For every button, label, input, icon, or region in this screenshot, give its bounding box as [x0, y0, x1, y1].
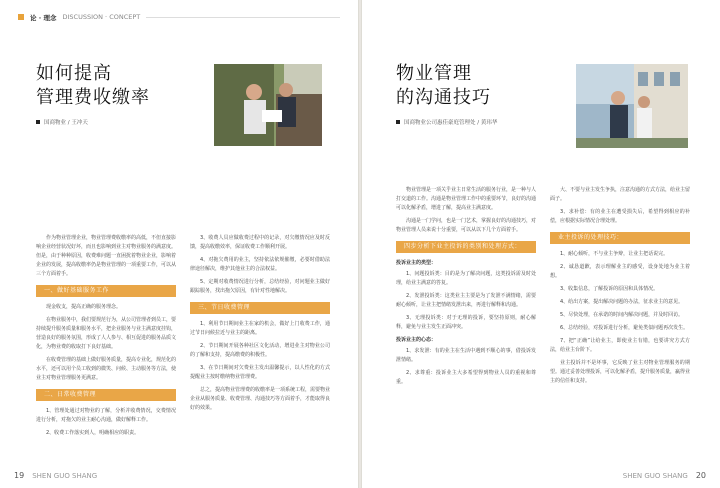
article-title: [396, 62, 491, 110]
byline-text: 国商物业公司惠佳豪庭管理处 / 黄玮华: [404, 120, 498, 126]
byline-marker-icon: [36, 120, 40, 124]
right-column-1: [396, 186, 536, 391]
paragraph: 6、总结经验，对投诉进行分析，避免类似问题再次发生。: [560, 325, 689, 331]
left-column-1: [36, 234, 176, 442]
section-heading: 一、做好基础服务工作: [36, 285, 176, 297]
page-header: [18, 10, 340, 24]
byline-text: 国商物业 / 王冲天: [44, 120, 88, 126]
section-heading: 三、节日收费管理: [190, 302, 330, 314]
paragraph: 3、收费人员应做收费过程中的记录，对欠缴情况应及时反馈，提高收缴效率，保证收费工作顺利开展。: [190, 235, 330, 250]
paragraph: 3、收集信息，了解投诉的原因和具体情况。: [560, 286, 659, 292]
title-line-1: 如何提高: [36, 63, 112, 84]
paragraph: 3、无理投诉类：对于无理的投诉，要坚持原则，耐心解释，避免与业主发生正面冲突。: [396, 315, 536, 330]
title-line-2: 管理费收缴率: [36, 87, 150, 108]
paragraph: 1、利用节日期间业主在家的机会，做好上门收费工作，通过节日问候拉近与业主的距离。: [190, 321, 330, 336]
byline: [396, 118, 497, 126]
right-page: [362, 0, 720, 488]
paragraph: 3、求补偿：有的业主在遭受损失后，希望得到相应的补偿，应根据实际情况合理处理。: [550, 209, 690, 224]
paragraph: 3、在节日期间对欠费业主发出温馨提示，以人性化的方式提醒业主按时缴纳物业管理费。: [190, 365, 330, 380]
paragraph: 1、管理处通过对物业的了解，分析并收费情况，交费情况进行分析，对拖欠的业主耐心沟通，做好解释工作。: [36, 408, 176, 423]
page-number: 19: [14, 471, 25, 480]
page-number: 20: [695, 471, 706, 480]
paragraph: 1、问题投诉类：目的是为了解决问题，这类投诉需及时处理，给业主满意的答复。: [396, 271, 536, 286]
byline: [36, 118, 88, 126]
paragraph: 7、把“正确”让给业主，即使业主有错，也要讲究方式方法，给业主台阶下。: [550, 338, 690, 353]
paragraph: 1、耐心倾听，不与业主争辩，让业主把话说完。: [560, 251, 669, 257]
paragraph: 在物业服务中，我们要规范行为，从公司管理者到员工，要持续提升服务质量和服务水平，把企业服务与业主满意度挂钩，营造良好的服务氛围，形成了人人参与、相互促进的服务品质文化，为物业费的收取打下良好基础。: [36, 317, 177, 350]
paragraph: 物业管理是一项关乎业主日常生活的服务行业，是一种与人打交道的工作。沟通是物业管理工作中的重要环节，良好的沟通可以化解矛盾，增进了解，提高业主满意度。: [396, 187, 537, 211]
article-photo-right: [576, 64, 688, 148]
title-line-2: 的沟通技巧: [396, 87, 491, 108]
byline-marker-icon: [396, 120, 400, 124]
subheading: 投诉业主的类型：: [396, 260, 437, 266]
paragraph: 业主投诉并不是坏事，它反映了业主对物业管理服务的期望。通过妥善处理投诉，可以化解矛盾，提升服务质量，赢得业主的信任和支持。: [550, 360, 691, 384]
right-column-2: [550, 186, 690, 390]
left-page: [0, 0, 358, 488]
paragraph: 现金收支，提高正确的服务理念。: [46, 304, 122, 310]
header-rule: [146, 17, 340, 18]
subheading: 投诉业主的心态：: [396, 337, 437, 343]
paragraph: 2、发泄投诉类：这类业主主要是为了发泄不满情绪，需要耐心倾听，让业主把情绪发泄出来，再进行解释和沟通。: [396, 293, 536, 308]
paragraph: 沟通是一门学问，也是一门艺术，掌握良好的沟通技巧，对物业管理人员来说十分重要，可以从以下几个方面着手。: [396, 218, 537, 233]
paragraph: 5、定期对收费情况进行分析，总结经验，对问题业主做好跟踪服务，找出拖欠原因，有针对性地解决。: [190, 279, 330, 294]
header-marker-icon: [18, 14, 24, 20]
header-keyword: 论 · 理念: [30, 13, 57, 22]
article-photo-left: [214, 64, 322, 146]
paragraph: 在收费管理的基础上做好服务质量，提高专业化，规范化的水平，还可以用个员工收到的微笑、问候、主动服务等方法，使业主对物业管理服务更满意。: [36, 357, 177, 381]
page-footer: [623, 471, 706, 480]
paragraph: 总之，提高物业管理费的收缴率是一项系统工程，需要物业企业从服务质量、收费管理、沟通技巧等方面着手，才能取得良好的效果。: [190, 387, 331, 411]
paragraph: 2、诚恳道歉，表示理解业主的感受，设身处地为业主着想。: [550, 264, 690, 279]
section-heading: 业主投诉的处理技巧：: [550, 232, 690, 244]
page-footer: [14, 471, 97, 480]
paragraph: 2、收费工作落实到人，明确相应的职责。: [46, 430, 140, 436]
paragraph: 4、对拖欠费用的业主，坚持依法依规催缴，必要时借助法律途径解决，维护其他业主的合法权益。: [190, 257, 330, 272]
article-title: [36, 62, 150, 110]
left-column-2: [190, 234, 330, 417]
footer-brand: SHEN GUO SHANG: [622, 471, 688, 480]
paragraph: 大、不要与业主发生争执，注意沟通的方式方法，给业主留面子。: [550, 187, 691, 202]
section-heading: 四步分析下业主投诉的类别和处理方式：: [396, 241, 536, 253]
paragraph: 作为物业管理企业，物业管理费收缴率的高低，不但直接影响企业经营状况好坏，而且也影响到业主对物业服务的满意度。但是，由于种种原因，收费难问题一直困扰着物业企业，影响着企业的发展，提高收缴率仍是物业管理的一项重要工作，可以从三个方面着手。: [36, 235, 177, 277]
paragraph: 5、尽快处理，在承诺的时间内解决问题，并及时回访。: [560, 312, 684, 318]
header-en: DISCUSSION · CONCEPT: [62, 13, 141, 21]
paragraph: 2、节日期间开展各种社区文化活动，增进业主对物业公司的了解和支持，提高缴费的积极性。: [190, 343, 330, 358]
footer-brand: SHEN GUO SHANG: [32, 471, 98, 480]
paragraph: 2、求尊重：投诉业主大多希望得到物业人员的重视和尊重。: [396, 370, 536, 385]
paragraph: 1、求发泄：有的业主在生活中遇到不顺心的事，借投诉发泄情绪。: [396, 348, 536, 363]
paragraph: 4、给出方案，提出解决问题的办法，征求业主的意见。: [560, 299, 684, 305]
section-heading: 二、日常收费管理: [36, 389, 176, 401]
title-line-1: 物业管理: [396, 63, 472, 84]
